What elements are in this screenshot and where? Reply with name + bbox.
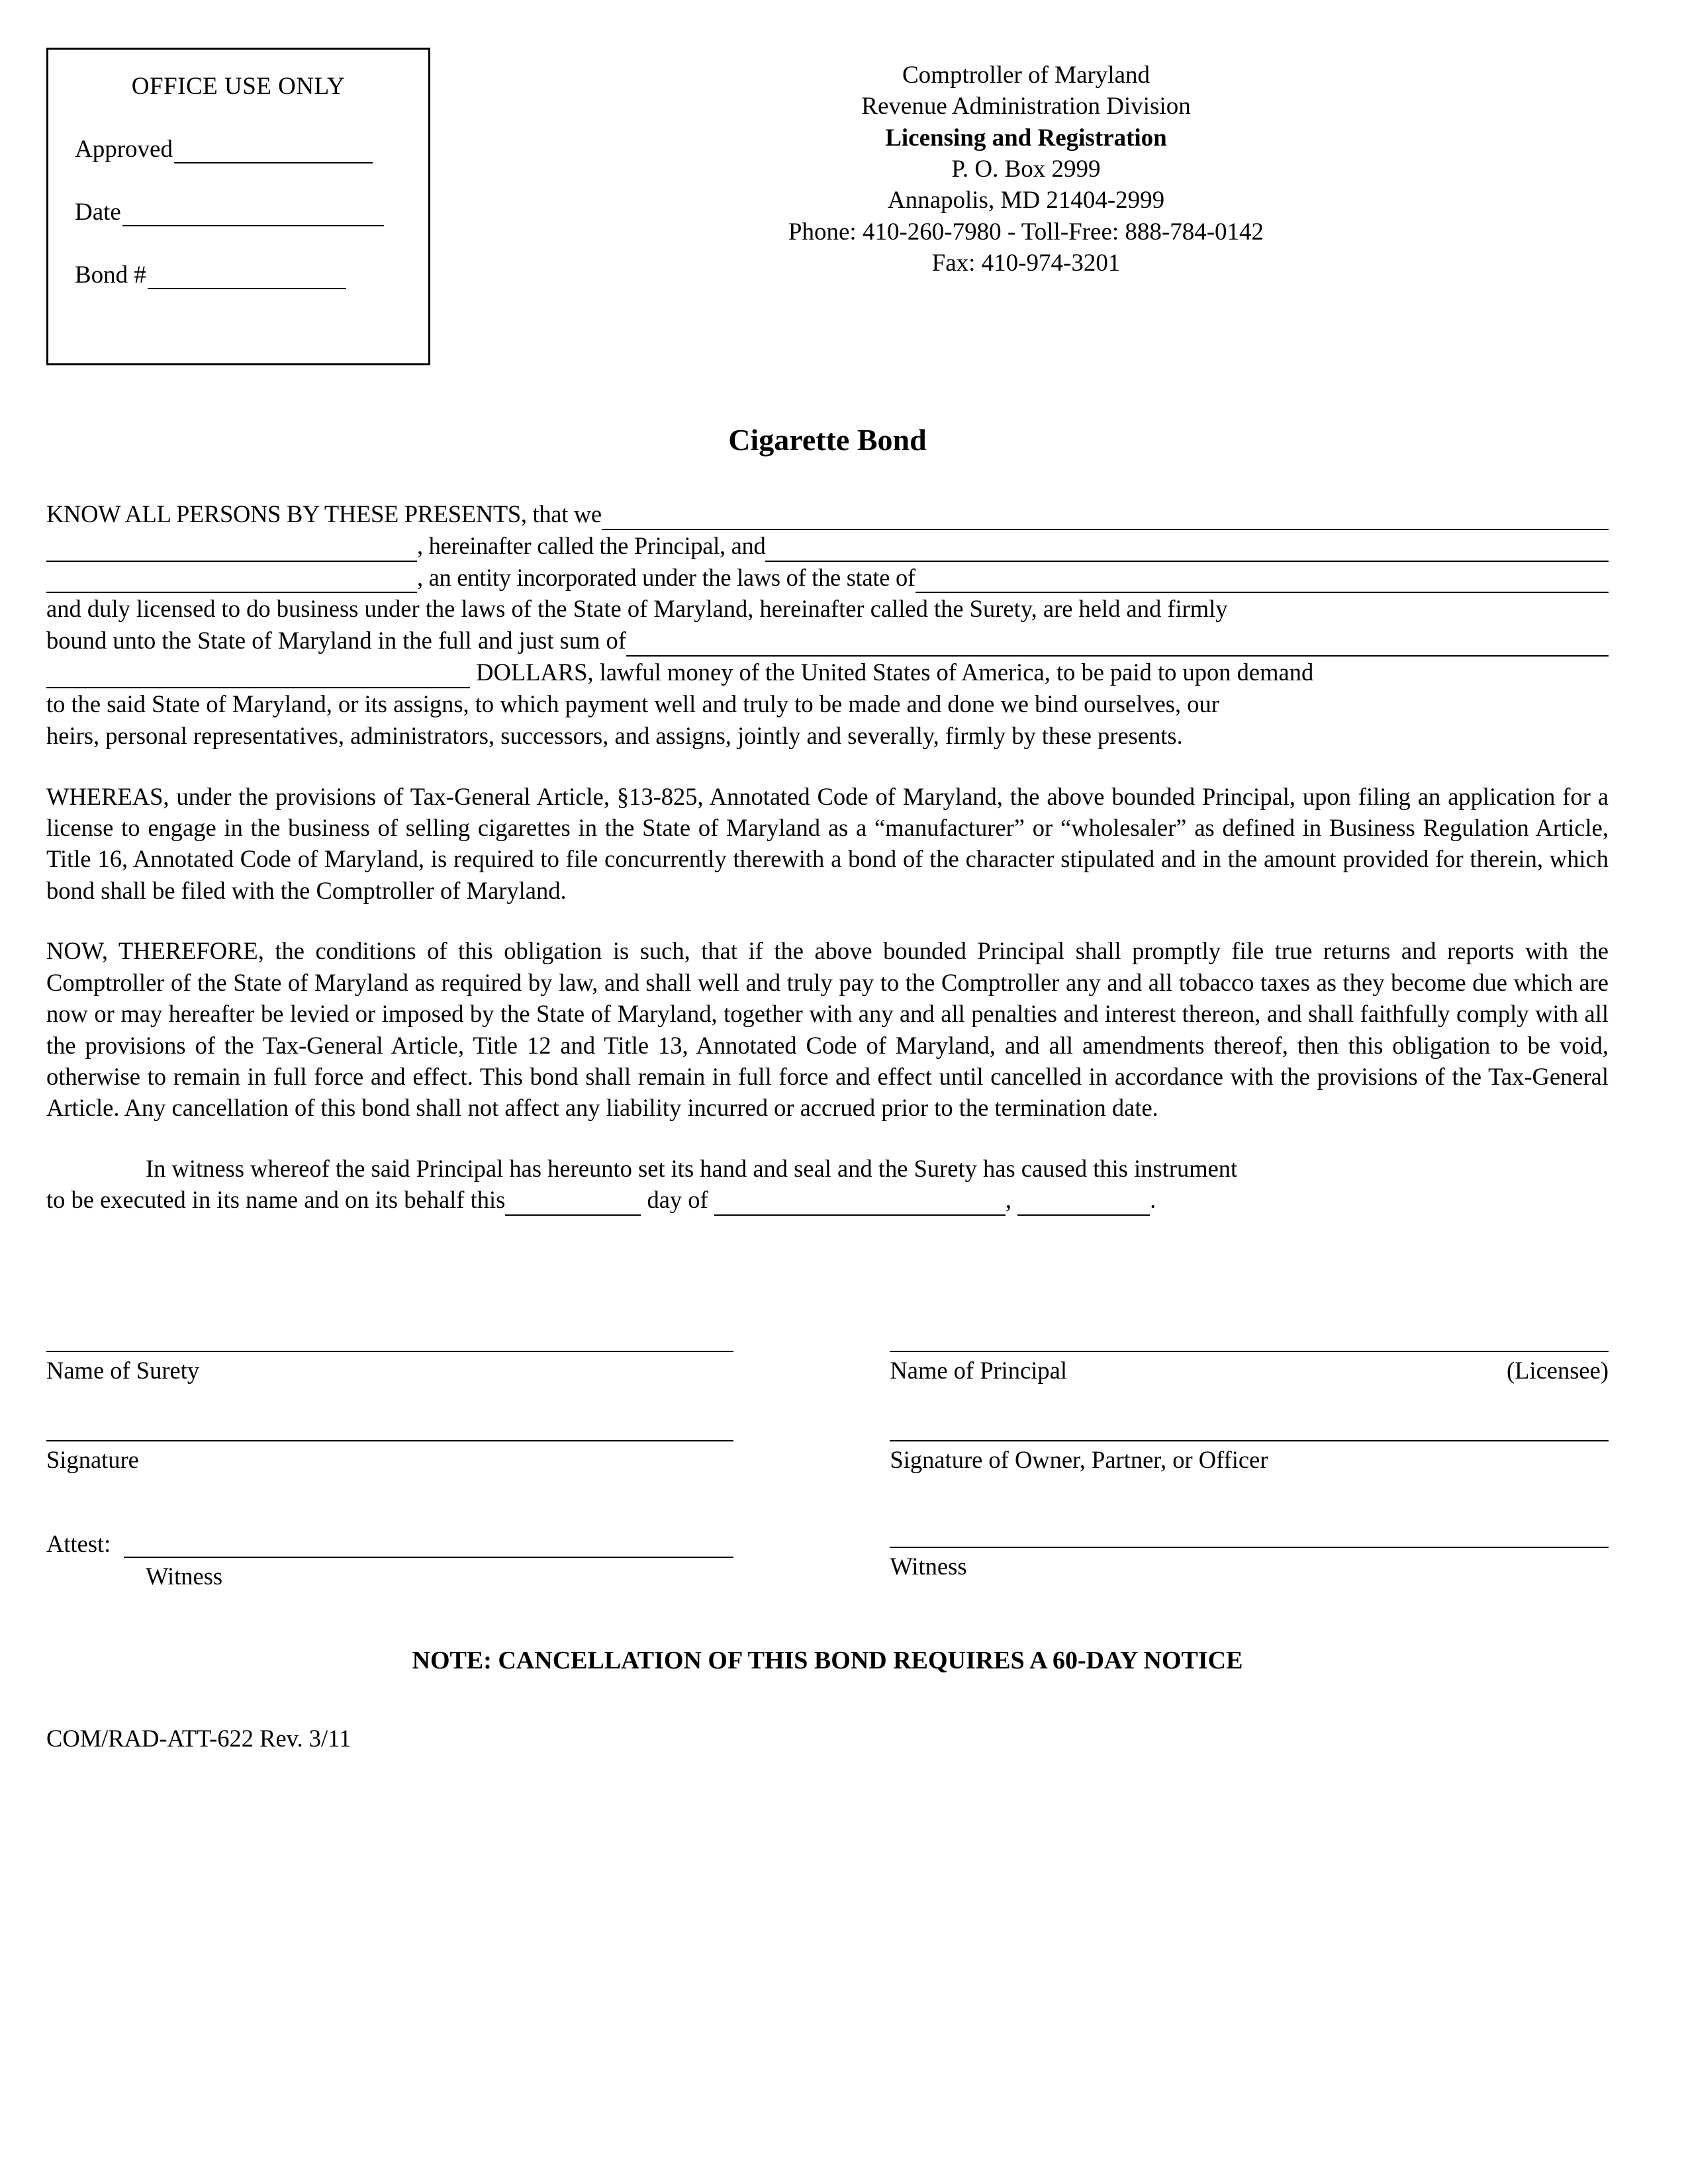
opening-line-5 (46, 625, 1609, 657)
surety-name-label: Name of Surety (46, 1356, 200, 1384)
bond-number-label: Bond # (75, 261, 146, 289)
agency-line-1: Comptroller of Maryland (902, 62, 1150, 89)
witness-intro-line: In witness whereof the said Principal has hereunto set its hand and seal and the Surety has caused this instrument (146, 1154, 1238, 1182)
bond-number-field[interactable] (75, 261, 402, 289)
agency-line-2: Revenue Administration Division (861, 93, 1191, 120)
surety-name-blank-2[interactable] (46, 572, 417, 593)
opening-text-2: , hereinafter called the Principal, and (417, 531, 766, 559)
office-use-only-title: OFFICE USE ONLY (131, 73, 346, 100)
office-use-only-box (46, 48, 430, 365)
right-witness-field[interactable] (890, 1474, 1609, 1590)
witness-right-label: Witness (890, 1552, 967, 1580)
surety-name-blank[interactable] (765, 541, 1609, 562)
label-spacer (1067, 1356, 1507, 1385)
principal-name-blank[interactable] (602, 509, 1609, 530)
witness-text-c: , (1005, 1186, 1018, 1214)
agency-line-4: P. O. Box 2999 (951, 156, 1101, 183)
surety-signature-line[interactable] (46, 1440, 733, 1441)
witness-paragraph (46, 1153, 1609, 1216)
agency-line-7: Fax: 410-974-3201 (931, 250, 1121, 277)
surety-signature-label-row (46, 1445, 733, 1474)
signature-names-row (46, 1295, 1609, 1385)
signature-block (46, 1295, 1609, 1590)
licensee-label: (Licensee) (1506, 1356, 1609, 1384)
witness-text-b: day of (641, 1186, 714, 1214)
year-blank[interactable] (1017, 1195, 1150, 1216)
principal-name-label: Name of Principal (890, 1356, 1067, 1384)
attest-witness-line[interactable] (124, 1539, 733, 1558)
witness-left-label: Witness (146, 1562, 223, 1590)
principal-name-signature-line[interactable] (890, 1351, 1609, 1352)
surety-name-field[interactable] (46, 1295, 733, 1385)
bond-amount-blank[interactable] (626, 635, 1609, 657)
principal-name-label-row (890, 1356, 1609, 1385)
principal-name-blank-2[interactable] (46, 541, 417, 562)
surety-signature-field[interactable] (46, 1385, 733, 1474)
opening-text-1: KNOW ALL PERSONS BY THESE PRESENTS, that we (46, 500, 602, 527)
surety-name-signature-line[interactable] (46, 1351, 733, 1352)
opening-line-2 (46, 530, 1609, 562)
now-therefore-paragraph: NOW, THEREFORE, the conditions of this obligation is such, that if the above bounded Principal shall promptly file true returns and reports with the Comptroller of the State of Maryland as required by law, and shall well and truly pay to the Comptroller any and all tobacco taxes as they become due which are now or may hereafter be levied or imposed by the State of Maryland, together with any and all penalties and interest thereon, and shall faithfully comply with all the provisions of the Tax-General Article, Title 12 and Title 13, Annotated Code of Maryland, and all amendments thereof, then this obligation to be void, otherwise to remain in full force and effect. This bond shall remain in full force and effect until cancelled in accordance with the provisions of the Tax-General Article. Any cancellation of this bond shall not affect any liability incurred or accrued prior to the termination date. (46, 937, 1609, 1122)
opening-line-1 (46, 498, 1609, 530)
bond-number-blank[interactable] (148, 271, 346, 289)
opening-paragraph (46, 498, 1609, 752)
opening-line-6 (46, 657, 1609, 688)
right-witness-line[interactable] (890, 1547, 1609, 1548)
signature-row (46, 1385, 1609, 1474)
date-blank[interactable] (122, 208, 384, 226)
whereas-paragraph: WHEREAS, under the provisions of Tax-General Article, §13-825, Annotated Code of Maryland, the above bounded Principal, upon filing an application for a license to engage in the business of selling cigarettes in the State of Maryland as a “manufacturer” or “wholesaler” as defined in Business Regulation Article, Title 16, Annotated Code of Maryland, is required to file concurrently therewith a bond of the character stipulated and in the amount provided for therein, which bond shall be filed with the Comptroller of Maryland. (46, 782, 1609, 904)
opening-text-7: to the said State of Maryland, or its assigns, to which payment well and truly to be made and done we bind ourselves, our (46, 690, 1219, 717)
header-region (46, 40, 1609, 371)
bond-amount-words-blank[interactable] (46, 667, 470, 688)
date-field[interactable] (75, 198, 402, 226)
witness-row (46, 1474, 1609, 1590)
witness-text-d: . (1150, 1186, 1156, 1214)
agency-line-5: Annapolis, MD 21404-2999 (887, 187, 1165, 214)
approved-field[interactable] (75, 135, 402, 163)
state-of-incorporation-blank[interactable] (915, 572, 1609, 593)
form-code: COM/RAD-ATT-622 Rev. 3/11 (46, 1724, 352, 1752)
owner-signature-label-row (890, 1445, 1609, 1474)
approved-blank[interactable] (174, 145, 373, 163)
signature-label: Signature (46, 1445, 139, 1473)
attest-witness-field[interactable] (46, 1474, 733, 1590)
month-blank[interactable] (714, 1195, 1006, 1216)
owner-signature-field[interactable] (890, 1385, 1609, 1474)
opening-text-8: heirs, personal representatives, administrators, successors, and assigns, jointly and severally, firmly by these presents. (46, 721, 1183, 749)
owner-signature-label: Signature of Owner, Partner, or Officer (890, 1445, 1268, 1473)
cancellation-note: NOTE: CANCELLATION OF THIS BOND REQUIRES A 60-DAY NOTICE (412, 1646, 1243, 1674)
body-text (46, 498, 1609, 1216)
agency-line-6: Phone: 410-260-7980 - Toll-Free: 888-784-0142 (788, 218, 1264, 246)
witness-execution-line (46, 1184, 1609, 1215)
approved-label: Approved (75, 136, 173, 163)
agency-address-block (444, 60, 1609, 279)
agency-line-3: Licensing and Registration (885, 124, 1167, 152)
opening-line-3 (46, 562, 1609, 594)
attest-row[interactable] (46, 1529, 733, 1558)
page-title: Cigarette Bond (728, 423, 927, 457)
owner-signature-line[interactable] (890, 1440, 1609, 1441)
witness-text-a: to be executed in its name and on its behalf this (46, 1186, 506, 1214)
day-blank[interactable] (505, 1195, 641, 1216)
surety-name-label-row (46, 1356, 733, 1385)
opening-text-4: and duly licensed to do business under the laws of the State of Maryland, hereinafter called the Surety, are held and firmly (46, 595, 1228, 623)
opening-text-3: , an entity incorporated under the laws of the state of (417, 563, 915, 591)
principal-name-field[interactable] (890, 1295, 1609, 1385)
opening-text-5: bound unto the State of Maryland in the full and just sum of (46, 627, 626, 655)
attest-label: Attest: (46, 1529, 111, 1557)
opening-text-6: DOLLARS, lawful money of the United States of America, to be paid to upon demand (470, 659, 1314, 686)
date-label: Date (75, 199, 121, 226)
